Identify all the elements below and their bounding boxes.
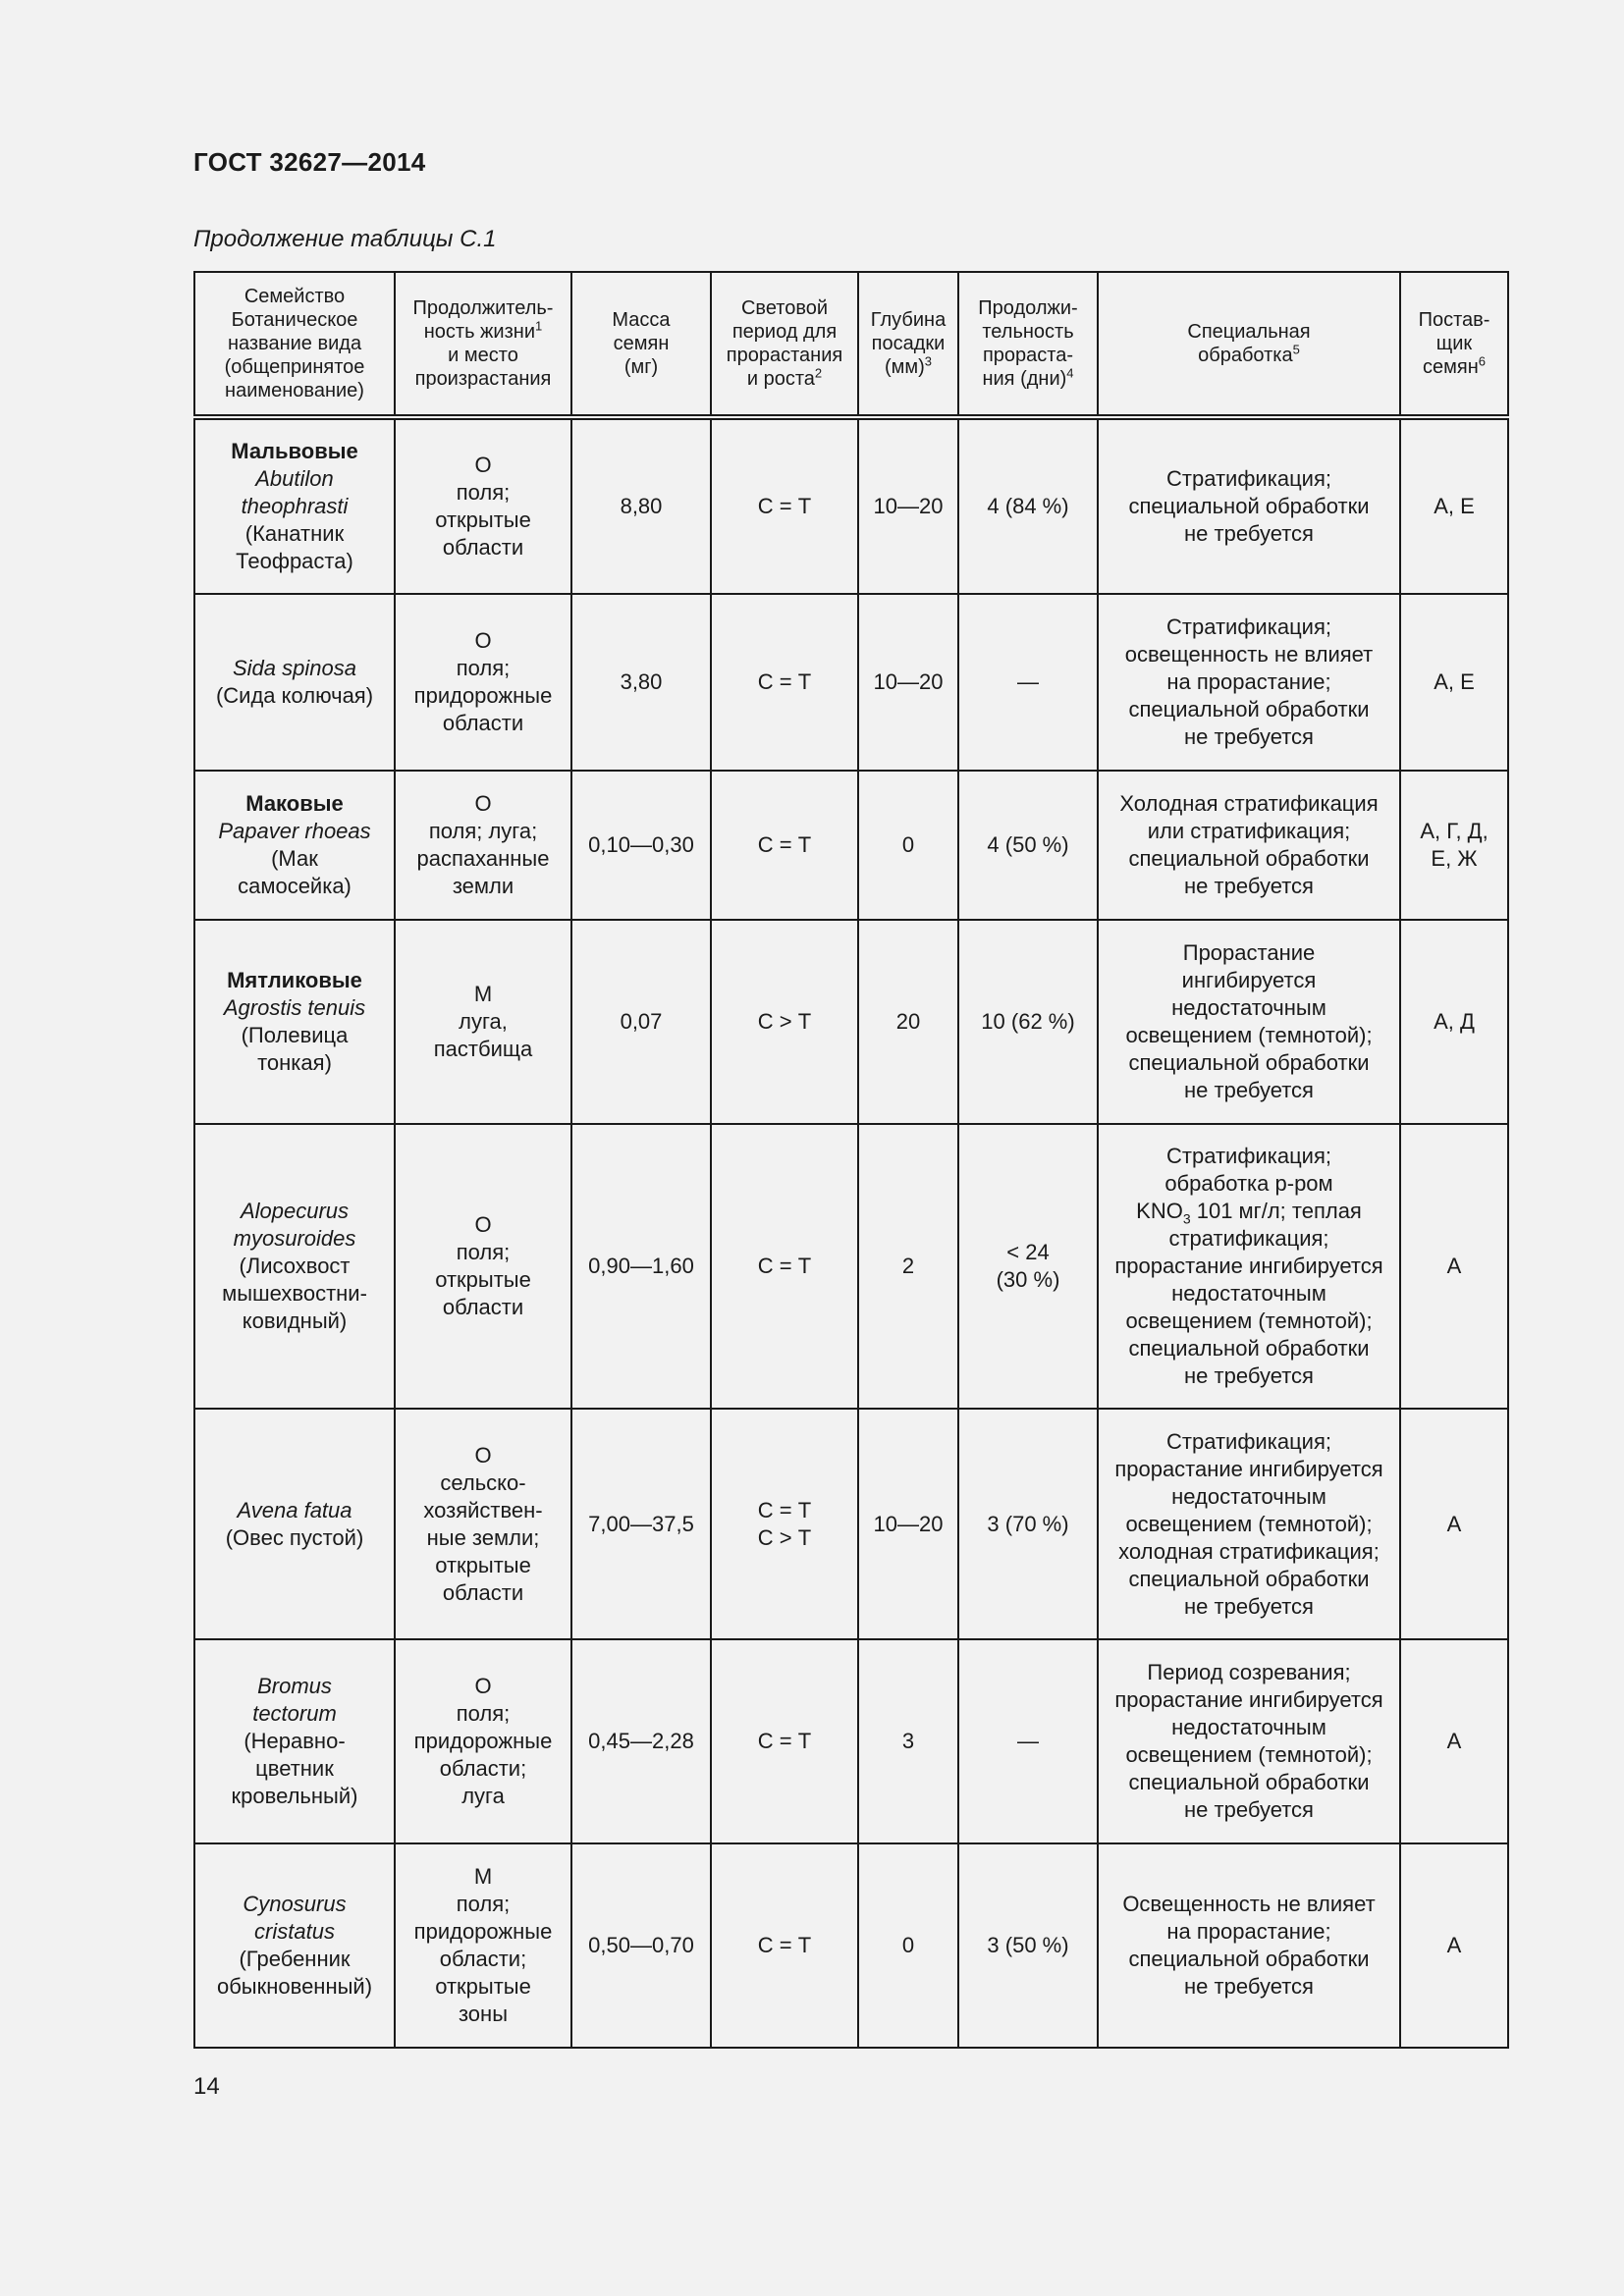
- latin-name: Avena fatua: [237, 1497, 352, 1522]
- treatment-line: на прорастание;: [1166, 669, 1331, 694]
- special-treatment-cell: [1098, 594, 1400, 771]
- light-period-cell: [711, 1124, 858, 1409]
- life-habitat-line: пастбища: [433, 1037, 533, 1061]
- column-header-line: [400, 320, 567, 344]
- life-habitat-line: области: [442, 535, 524, 560]
- treatment-line: прорастание ингибируется: [1114, 1687, 1383, 1712]
- treatment-line: специальной обработки: [1128, 1050, 1370, 1075]
- species-cell: [194, 1124, 395, 1409]
- life-habitat-line: луга: [461, 1784, 505, 1808]
- life-habitat-line: сельско-: [440, 1469, 526, 1495]
- life-habitat-line: М: [473, 1864, 493, 1889]
- treatment-line: не требуется: [1184, 1974, 1314, 1999]
- germination-duration-cell: [958, 417, 1098, 594]
- light-period-line: С = Т: [757, 1254, 812, 1278]
- treatment-line: специальной обработки: [1128, 846, 1370, 871]
- life-habitat-cell: [395, 771, 571, 920]
- life-habitat-line: открытые: [435, 1267, 531, 1292]
- treatment-line: $KNO_3$ 101 мг/л; теплая: [1136, 1199, 1362, 1227]
- column-header-line: [1405, 355, 1503, 379]
- life-habitat-line: поля;: [456, 480, 511, 505]
- life-habitat-line: ные земли;: [426, 1524, 540, 1550]
- germination-duration-cell: [958, 594, 1098, 771]
- life-habitat-line: поля; луга;: [428, 819, 538, 843]
- treatment-line: не требуется: [1184, 874, 1314, 898]
- footnote-ref: 5: [1292, 342, 1300, 357]
- subscript: 3: [1182, 1210, 1191, 1227]
- special-treatment-cell: [1098, 1409, 1400, 1639]
- life-habitat-line: области: [442, 1579, 524, 1605]
- life-habitat-line: О: [474, 628, 492, 653]
- seed-mass-cell: 7,00—37,5: [571, 1409, 711, 1639]
- column-header-line: Специальная: [1187, 321, 1311, 343]
- column-header-line: (мг): [623, 356, 659, 378]
- treatment-line: недостаточным: [1171, 1281, 1326, 1306]
- treatment-line: Освещенность не влияет: [1122, 1892, 1376, 1916]
- species-cell: [194, 920, 395, 1124]
- footnote-ref: 4: [1066, 365, 1074, 381]
- treatment-line: прорастание ингибируется: [1114, 1456, 1383, 1481]
- duration-line: 4 (50 %): [987, 832, 1069, 857]
- column-header-line: Продолжи-: [978, 297, 1078, 319]
- column-header-line: Глубина: [870, 309, 947, 331]
- life-habitat-cell: [395, 1843, 571, 2048]
- germination-duration-cell: [958, 1843, 1098, 2048]
- life-habitat-line: земли: [452, 874, 514, 898]
- table-header-row: [194, 272, 1508, 417]
- seed-mass-cell: 8,80: [571, 417, 711, 594]
- treatment-line: обработка р-ром: [1164, 1171, 1333, 1196]
- common-name: ковидный): [242, 1308, 348, 1333]
- latin-name: cristatus: [254, 1919, 335, 1944]
- column-header-line: Масса: [612, 309, 671, 331]
- column-header: [1098, 272, 1400, 417]
- treatment-line: холодная стратификация;: [1118, 1538, 1380, 1564]
- seed-supplier-cell: [1400, 1409, 1508, 1639]
- column-header: [194, 272, 395, 417]
- table-caption: Продолжение таблицы С.1: [193, 226, 497, 252]
- column-header-text: семян: [1423, 356, 1479, 378]
- column-header: [958, 272, 1098, 417]
- planting-depth-cell: 20: [858, 920, 958, 1124]
- light-period-line: С = Т: [757, 494, 812, 518]
- life-habitat-line: области;: [439, 1756, 527, 1781]
- special-treatment-cell: [1098, 1639, 1400, 1843]
- treatment-line: специальной обработки: [1128, 1566, 1370, 1591]
- light-period-cell: [711, 1409, 858, 1639]
- latin-name: myosuroides: [233, 1226, 356, 1251]
- column-header-line: (общепринятое: [224, 356, 365, 378]
- germination-duration-cell: [958, 771, 1098, 920]
- common-name: (Мак: [271, 846, 318, 871]
- life-habitat-line: поля;: [456, 1240, 511, 1264]
- column-header-line: Продолжитель-: [412, 297, 554, 319]
- life-habitat-cell: [395, 1639, 571, 1843]
- light-period-line: С = Т: [757, 832, 812, 857]
- common-name: (Канатник: [244, 521, 345, 546]
- column-header-line: прораста-: [982, 345, 1074, 366]
- light-period-cell: [711, 771, 858, 920]
- light-period-cell: [711, 417, 858, 594]
- seed-mass-cell: 0,50—0,70: [571, 1843, 711, 2048]
- supplier-line: А, Е: [1434, 494, 1475, 518]
- column-header: [1400, 272, 1508, 417]
- seed-mass-cell: 0,10—0,30: [571, 771, 711, 920]
- light-period-cell: [711, 1843, 858, 2048]
- life-habitat-cell: [395, 1124, 571, 1409]
- treatment-line: не требуется: [1184, 1797, 1314, 1822]
- life-habitat-cell: [395, 1409, 571, 1639]
- supplier-line: А: [1446, 1254, 1462, 1278]
- life-habitat-line: открытые: [435, 507, 531, 532]
- seed-supplier-cell: [1400, 1843, 1508, 2048]
- column-header-line: тельность: [982, 321, 1074, 343]
- table-row: [194, 920, 1508, 1124]
- treatment-line: Холодная стратификация: [1119, 791, 1379, 816]
- common-name: тонкая): [257, 1050, 332, 1075]
- duration-line: —: [1017, 1729, 1039, 1753]
- treatment-line: Прорастание: [1182, 940, 1316, 965]
- life-habitat-line: луга,: [459, 1009, 508, 1034]
- duration-line: (30 %): [996, 1267, 1060, 1292]
- column-header-line: щик: [1435, 333, 1473, 354]
- column-header-line: [716, 367, 853, 391]
- seed-supplier-cell: [1400, 594, 1508, 771]
- latin-name: Sida spinosa: [233, 656, 356, 680]
- column-header: [571, 272, 711, 417]
- treatment-line: не требуется: [1184, 521, 1314, 546]
- species-cell: [194, 417, 395, 594]
- life-habitat-line: зоны: [458, 2002, 509, 2026]
- column-header-text: (мм): [884, 356, 925, 378]
- column-header-line: Световой: [740, 297, 829, 319]
- common-name: (Неравно-: [244, 1729, 346, 1753]
- life-habitat-line: придорожные: [413, 683, 553, 708]
- treatment-line: Стратификация;: [1166, 1144, 1331, 1168]
- seed-supplier-cell: [1400, 1639, 1508, 1843]
- treatment-line: не требуется: [1184, 724, 1314, 749]
- treatment-line: Стратификация;: [1166, 466, 1331, 491]
- footnote-ref: 6: [1478, 353, 1486, 369]
- column-header-text: и роста: [746, 368, 815, 390]
- treatment-line: освещением (темнотой);: [1125, 1023, 1373, 1047]
- column-header-text: ность жизни: [423, 321, 535, 343]
- light-period-cell: [711, 594, 858, 771]
- table-row: [194, 1124, 1508, 1409]
- life-habitat-line: области: [442, 711, 524, 735]
- species-cell: [194, 771, 395, 920]
- special-treatment-cell: [1098, 920, 1400, 1124]
- latin-name: tectorum: [252, 1701, 337, 1726]
- life-habitat-line: области;: [439, 1947, 527, 1971]
- life-habitat-line: распаханные: [416, 846, 550, 871]
- supplier-line: А: [1446, 1729, 1462, 1753]
- treatment-line: Стратификация;: [1166, 1428, 1331, 1454]
- common-name: (Полевица: [241, 1023, 349, 1047]
- duration-line: 4 (84 %): [987, 494, 1069, 518]
- seed-supplier-cell: [1400, 920, 1508, 1124]
- column-header-line: и место: [448, 345, 518, 366]
- family-name: Мятликовые: [227, 968, 362, 992]
- table-row: [194, 1843, 1508, 2048]
- treatment-line: недостаточным: [1171, 1483, 1326, 1509]
- light-period-line: С = Т: [757, 669, 812, 694]
- life-habitat-line: М: [473, 982, 493, 1006]
- special-treatment-cell: [1098, 771, 1400, 920]
- treatment-line: ингибируется: [1181, 968, 1317, 992]
- table-row: [194, 594, 1508, 771]
- column-header-text: обработка: [1198, 345, 1293, 366]
- column-header-line: произрастания: [414, 368, 552, 390]
- life-habitat-line: придорожные: [413, 1919, 553, 1944]
- column-header-line: прорастания: [726, 345, 843, 366]
- treatment-line: или стратификация;: [1147, 819, 1351, 843]
- supplier-line: А, Е: [1434, 669, 1475, 694]
- table-row: [194, 417, 1508, 594]
- common-name: самосейка): [238, 874, 352, 898]
- light-period-cell: [711, 920, 858, 1124]
- treatment-line: освещением (темнотой);: [1125, 1742, 1373, 1767]
- life-habitat-line: О: [474, 453, 492, 477]
- treatment-line: специальной обработки: [1128, 1947, 1370, 1971]
- footnote-ref: 1: [535, 318, 543, 334]
- life-habitat-line: придорожные: [413, 1729, 553, 1753]
- treatment-line: недостаточным: [1171, 995, 1326, 1020]
- planting-depth-cell: 10—20: [858, 594, 958, 771]
- treatment-line: прорастание ингибируется: [1114, 1254, 1383, 1278]
- duration-line: 3 (70 %): [987, 1511, 1069, 1536]
- column-header: [395, 272, 571, 417]
- treatment-line: освещением (темнотой);: [1125, 1308, 1373, 1333]
- life-habitat-line: О: [474, 1212, 492, 1237]
- common-name: (Гребенник: [239, 1947, 351, 1971]
- germination-duration-cell: [958, 1409, 1098, 1639]
- germination-duration-cell: [958, 1124, 1098, 1409]
- seed-mass-cell: 0,45—2,28: [571, 1639, 711, 1843]
- table-row: [194, 771, 1508, 920]
- supplier-line: Е, Ж: [1431, 846, 1478, 871]
- light-period-line: С > Т: [757, 1009, 812, 1034]
- latin-name: Alopecurus: [240, 1199, 350, 1223]
- treatment-line: стратификация;: [1168, 1226, 1329, 1251]
- germination-duration-cell: [958, 920, 1098, 1124]
- column-header-text: ния (дни): [982, 368, 1067, 390]
- seed-supplier-cell: [1400, 1124, 1508, 1409]
- life-habitat-line: области: [442, 1295, 524, 1319]
- family-name: Мальвовые: [231, 439, 358, 463]
- column-header-line: Постав-: [1418, 309, 1490, 331]
- light-period-cell: [711, 1639, 858, 1843]
- treatment-line: не требуется: [1184, 1363, 1314, 1388]
- planting-depth-cell: 2: [858, 1124, 958, 1409]
- latin-name: Bromus: [257, 1674, 332, 1698]
- life-habitat-cell: [395, 594, 571, 771]
- life-habitat-line: открытые: [435, 1552, 531, 1577]
- common-name: мышехвостни-: [222, 1281, 367, 1306]
- common-name: цветник: [255, 1756, 334, 1781]
- common-name: (Сида колючая): [215, 683, 374, 708]
- column-header: [711, 272, 858, 417]
- column-header-line: посадки: [871, 333, 946, 354]
- footnote-ref: 3: [924, 353, 933, 369]
- treatment-line: не требуется: [1184, 1593, 1314, 1619]
- common-name: (Овес пустой): [225, 1524, 364, 1550]
- latin-name: Cynosurus: [243, 1892, 347, 1916]
- duration-line: 3 (50 %): [987, 1933, 1069, 1957]
- duration-line: 10 (62 %): [981, 1009, 1075, 1034]
- latin-name: Agrostis tenuis: [223, 995, 366, 1020]
- light-period-line: С > Т: [757, 1524, 812, 1550]
- special-treatment-cell: [1098, 417, 1400, 594]
- table-row: [194, 1639, 1508, 1843]
- planting-depth-cell: 10—20: [858, 417, 958, 594]
- life-habitat-cell: [395, 417, 571, 594]
- common-name: обыкновенный): [216, 1974, 373, 1999]
- life-habitat-line: О: [474, 1674, 492, 1698]
- latin-name: Papaver rhoeas: [218, 819, 371, 843]
- treatment-line: освещением (темнотой);: [1125, 1511, 1373, 1536]
- column-header-line: наименование): [225, 380, 364, 401]
- species-cell: [194, 594, 395, 771]
- treatment-line: недостаточным: [1171, 1715, 1326, 1739]
- standard-header: ГОСТ 32627—2014: [193, 147, 426, 177]
- treatment-line: специальной обработки: [1128, 494, 1370, 518]
- treatment-line: не требуется: [1184, 1078, 1314, 1102]
- life-habitat-line: хозяйствен-: [423, 1497, 543, 1522]
- supplier-line: А: [1446, 1933, 1462, 1957]
- seed-mass-cell: 0,90—1,60: [571, 1124, 711, 1409]
- duration-line: —: [1017, 669, 1039, 694]
- treatment-line: Стратификация;: [1166, 614, 1331, 639]
- seed-supplier-cell: [1400, 771, 1508, 920]
- treatment-line: Период созревания;: [1147, 1660, 1351, 1684]
- life-habitat-line: О: [474, 1442, 492, 1468]
- light-period-line: С = Т: [757, 1497, 812, 1522]
- species-cell: [194, 1409, 395, 1639]
- planting-depth-cell: 0: [858, 771, 958, 920]
- column-header-line: семян: [613, 333, 670, 354]
- column-header-line: Семейство: [244, 286, 346, 307]
- column-header-line: [963, 367, 1093, 391]
- column-header: [858, 272, 958, 417]
- life-habitat-line: открытые: [435, 1974, 531, 1999]
- supplier-line: А, Г, Д,: [1420, 819, 1489, 843]
- footnote-ref: 2: [814, 365, 823, 381]
- seed-mass-cell: 3,80: [571, 594, 711, 771]
- common-name: (Лисохвост: [239, 1254, 351, 1278]
- latin-name: Abutilon: [255, 466, 334, 491]
- treatment-line: освещенность не влияет: [1124, 642, 1374, 667]
- supplier-line: А: [1446, 1511, 1462, 1536]
- species-cell: [194, 1843, 395, 2048]
- life-habitat-line: поля;: [456, 1892, 511, 1916]
- germination-duration-cell: [958, 1639, 1098, 1843]
- latin-name: theophrasti: [241, 494, 349, 518]
- column-header-line: [863, 355, 953, 379]
- common-name: кровельный): [231, 1784, 358, 1808]
- life-habitat-line: поля;: [456, 656, 511, 680]
- life-habitat-line: О: [474, 791, 492, 816]
- species-cell: [194, 1639, 395, 1843]
- column-header-line: название вида: [227, 333, 362, 354]
- family-name: Маковые: [245, 791, 344, 816]
- column-header-line: Ботаническое: [231, 309, 358, 331]
- treatment-line: специальной обработки: [1128, 1770, 1370, 1794]
- treatment-line: на прорастание;: [1166, 1919, 1331, 1944]
- common-name: Теофраста): [236, 549, 353, 573]
- column-header-line: [1103, 344, 1395, 367]
- special-treatment-cell: [1098, 1843, 1400, 2048]
- seed-mass-cell: 0,07: [571, 920, 711, 1124]
- page-number: 14: [193, 2073, 220, 2100]
- table-row: [194, 1409, 1508, 1639]
- life-habitat-line: поля;: [456, 1701, 511, 1726]
- planting-depth-cell: 3: [858, 1639, 958, 1843]
- seed-table: [193, 271, 1509, 2049]
- column-header-line: период для: [731, 321, 838, 343]
- light-period-line: С = Т: [757, 1729, 812, 1753]
- treatment-line: специальной обработки: [1128, 697, 1370, 721]
- life-habitat-cell: [395, 920, 571, 1124]
- planting-depth-cell: 10—20: [858, 1409, 958, 1639]
- duration-line: < 24: [1006, 1240, 1050, 1264]
- supplier-line: А, Д: [1434, 1009, 1475, 1034]
- planting-depth-cell: 0: [858, 1843, 958, 2048]
- special-treatment-cell: [1098, 1124, 1400, 1409]
- seed-supplier-cell: [1400, 417, 1508, 594]
- treatment-line: специальной обработки: [1128, 1336, 1370, 1361]
- light-period-line: С = Т: [757, 1933, 812, 1957]
